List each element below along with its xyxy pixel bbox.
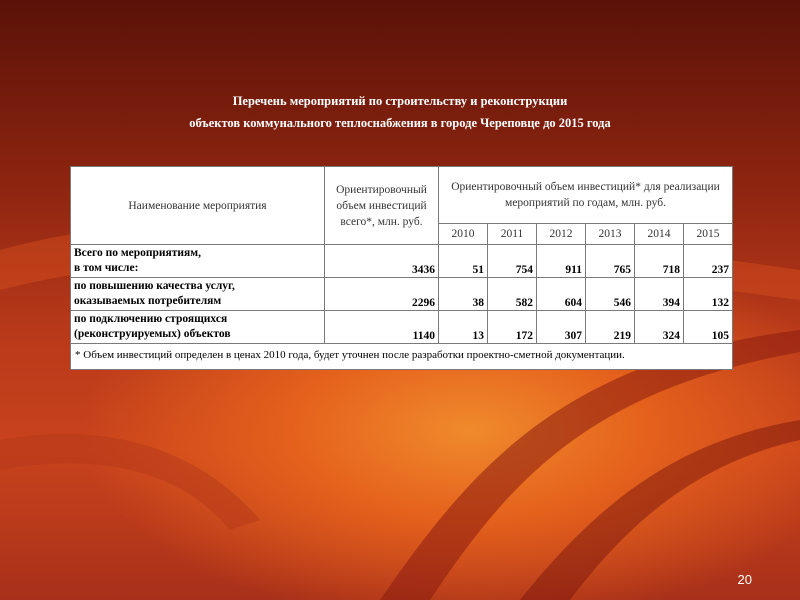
row-label xyxy=(71,311,325,344)
row-year-value: 307 xyxy=(537,311,586,344)
table-row xyxy=(71,311,733,344)
row-label-line: в том числе: xyxy=(74,262,139,274)
row-label-line: (реконструируемых) объектов xyxy=(74,328,231,340)
row-label-line: по повышению качества услуг, xyxy=(74,280,235,292)
investment-table-panel xyxy=(70,166,732,370)
row-year-value: 237 xyxy=(684,245,733,278)
row-year-value: 105 xyxy=(684,311,733,344)
row-year-value: 219 xyxy=(586,311,635,344)
header-year: 2010 xyxy=(439,224,488,245)
row-label-line: по подключению строящихся xyxy=(74,313,228,325)
row-year-value: 718 xyxy=(635,245,684,278)
table-footnote: * Объем инвестиций определен в ценах 2010 года, будет уточнен после разработки проектно-сметной документации. xyxy=(71,344,733,370)
row-label-line: Всего по мероприятиям, xyxy=(74,247,201,259)
slide-title xyxy=(0,90,800,134)
row-year-value: 604 xyxy=(537,278,586,311)
row-year-value: 172 xyxy=(488,311,537,344)
row-total: 1140 xyxy=(325,311,439,344)
header-year: 2014 xyxy=(635,224,684,245)
header-activity-name: Наименование мероприятия xyxy=(71,167,325,245)
row-label xyxy=(71,245,325,278)
row-year-value: 765 xyxy=(586,245,635,278)
header-year: 2015 xyxy=(684,224,733,245)
header-year: 2011 xyxy=(488,224,537,245)
row-year-value: 911 xyxy=(537,245,586,278)
slide-title-line-1: Перечень мероприятий по строительству и реконструкции xyxy=(232,94,568,108)
row-total: 2296 xyxy=(325,278,439,311)
row-label xyxy=(71,278,325,311)
header-total-investment: Ориентировочный объем инвестиций всего*, млн. руб. xyxy=(325,167,439,245)
header-year: 2013 xyxy=(586,224,635,245)
table-row xyxy=(71,278,733,311)
header-investment-by-year: Ориентировочный объем инвестиций* для реализации мероприятий по годам, млн. руб. xyxy=(439,167,733,224)
row-year-value: 754 xyxy=(488,245,537,278)
table-row xyxy=(71,245,733,278)
row-year-value: 324 xyxy=(635,311,684,344)
row-year-value: 394 xyxy=(635,278,684,311)
slide-title-line-2: объектов коммунального теплоснабжения в городе Череповце до 2015 года xyxy=(189,116,611,130)
row-label-line: оказываемых потребителям xyxy=(74,295,222,307)
header-year: 2012 xyxy=(537,224,586,245)
row-year-value: 13 xyxy=(439,311,488,344)
row-year-value: 546 xyxy=(586,278,635,311)
row-year-value: 38 xyxy=(439,278,488,311)
row-total: 3436 xyxy=(325,245,439,278)
row-year-value: 132 xyxy=(684,278,733,311)
page-number: 20 xyxy=(737,572,752,587)
investment-table xyxy=(70,166,733,370)
row-year-value: 582 xyxy=(488,278,537,311)
row-year-value: 51 xyxy=(439,245,488,278)
